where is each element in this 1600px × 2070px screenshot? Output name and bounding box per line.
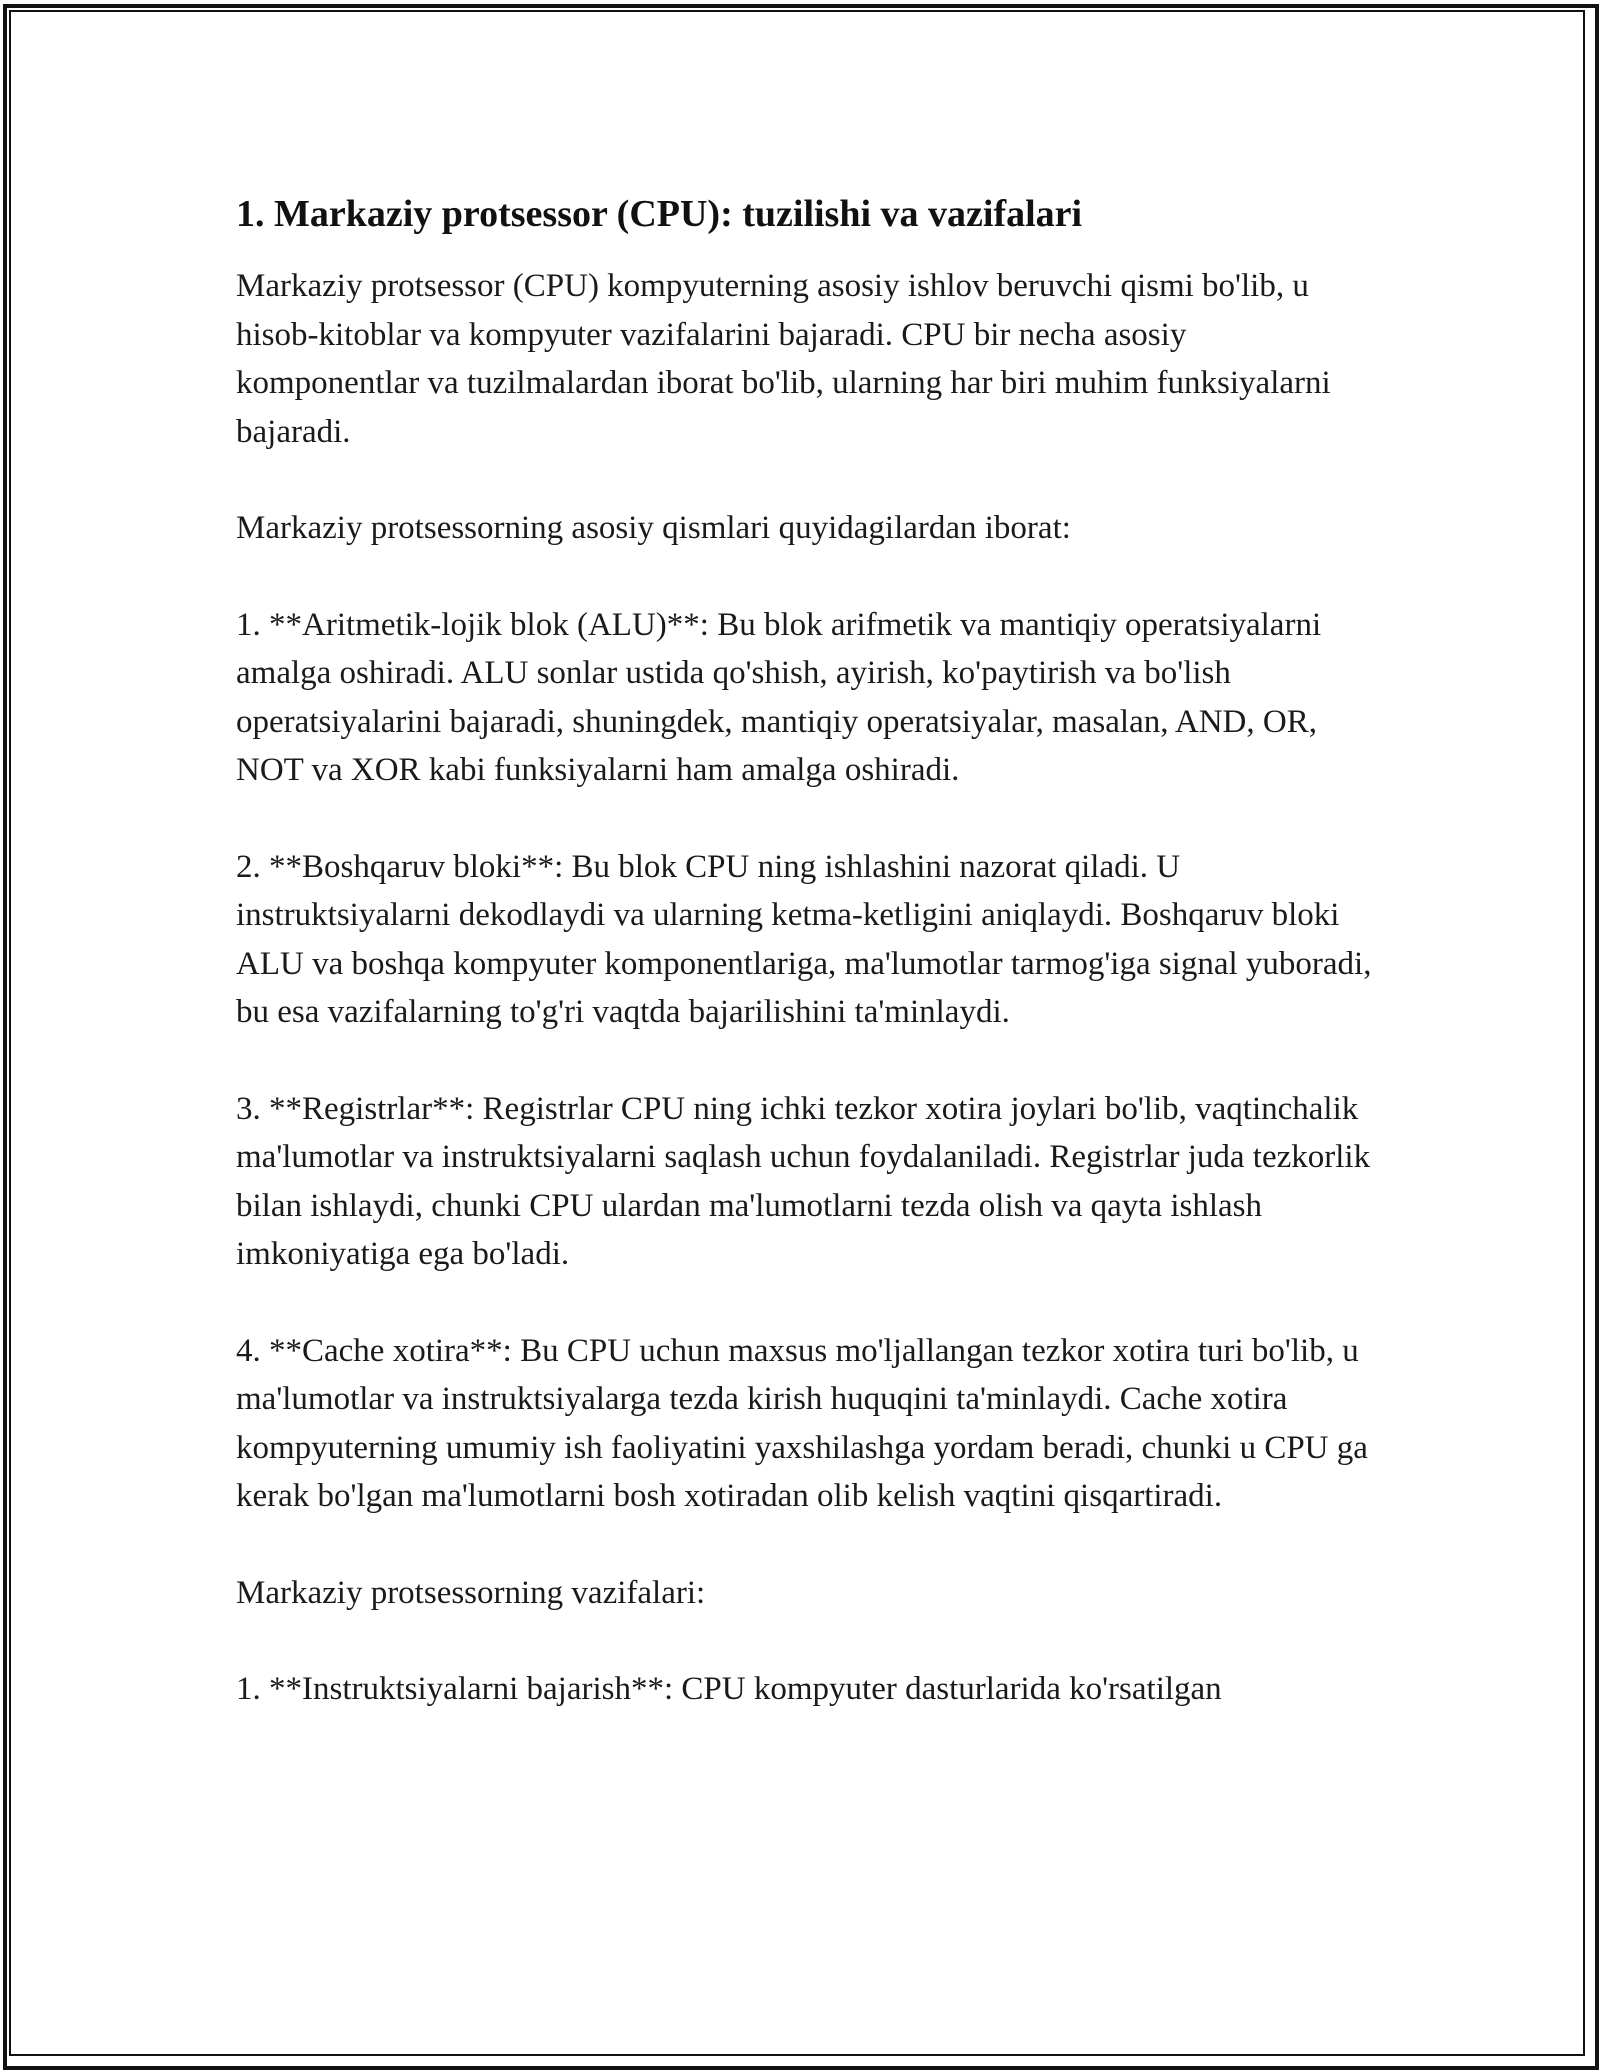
tasks-heading-paragraph: Markaziy protsessorning vazifalari: xyxy=(236,1574,706,1611)
list-item-alu: 1. **Aritmetik-lojik blok (ALU)**: Bu blok arifmetik va mantiqiy operatsiyalarni amalga oshiradi. ALU sonlar ustida qo'shish, ayirish, ko'paytirish va bo'lish operatsiyalarini bajaradi, shuningdek, mantiqiy operatsiyalar, masalan, AND, OR, NOT va XOR kabi funksiyalarni ham amalga oshiradi. xyxy=(236,606,1322,788)
page-title: 1. Markaziy protsessor (CPU): tuzilishi va vazifalari xyxy=(236,193,1083,235)
document-body xyxy=(236,186,1376,1762)
list-item-registers: 3. **Registrlar**: Registrlar CPU ning ichki tezkor xotira joylari bo'lib, vaqtinchalik ma'lumotlar va instruktsiyalarni saqlash uchun foydalaniladi. Registrlar juda tezkorlik bilan ishlaydi, chunki CPU ulardan ma'lumotlarni tezda olish va qayta ishlash imkoniyatiga ega bo'ladi. xyxy=(236,1090,1371,1272)
intro-paragraph: Markaziy protsessor (CPU) kompyuterning asosiy ishlov beruvchi qismi bo'lib, u hisob-kitoblar va kompyuter vazifalarini bajaradi. CPU bir necha asosiy komponentlar va tuzilmalardan iborat bo'lib, ularning har biri muhim funksiyalarni bajaradi. xyxy=(236,268,1331,450)
list-item-instruction-execution: 1. **Instruktsiyalarni bajarish**: CPU kompyuter dasturlarida ko'rsatilgan xyxy=(236,1671,1222,1707)
list-item-control-unit: 2. **Boshqaruv bloki**: Bu blok CPU ning ishlashini nazorat qiladi. U instruktsiyalarni dekodlaydi va ularning ketma-ketligini aniqlaydi. Boshqaruv bloki ALU va boshqa kompyuter komponentlariga, ma'lumotlar tarmog'iga signal yuboradi, bu esa vazifalarning to'g'ri vaqtda bajarilishini ta'minlaydi. xyxy=(236,848,1372,1030)
list-item-cache: 4. **Cache xotira**: Bu CPU uchun maxsus mo'ljallangan tezkor xotira turi bo'lib, u ma'lumotlar va instruktsiyalarga tezda kirish huquqini ta'minlaydi. Cache xotira kompyuterning umumiy ish faoliyatini yaxshilashga yordam beradi, chunki u CPU ga kerak bo'lgan ma'lumotlarni bosh xotiradan olib kelish vaqtini qisqartiradi. xyxy=(236,1332,1368,1514)
parts-heading-paragraph: Markaziy protsessorning asosiy qismlari quyidagilardan iborat: xyxy=(236,510,1071,546)
